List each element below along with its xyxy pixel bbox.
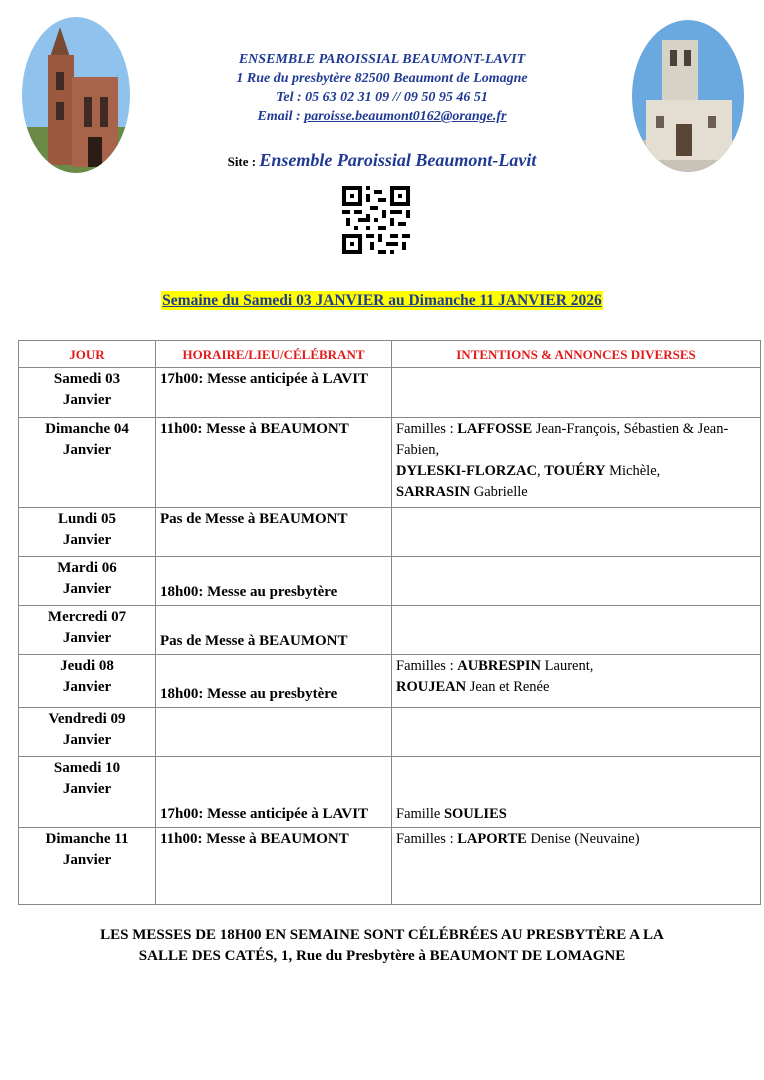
email-link[interactable]: paroisse.beaumont0162@orange.fr xyxy=(304,109,507,124)
site-label: Site xyxy=(227,154,249,169)
col-header-intentions: INTENTIONS & ANNONCES DIVERSES xyxy=(392,341,761,368)
day-cell xyxy=(19,557,156,606)
schedule-cell: 17h00: Messe anticipée à LAVIT xyxy=(156,368,392,418)
month-label: Janvier xyxy=(62,581,112,597)
week-title xyxy=(0,292,764,310)
day-cell xyxy=(19,708,156,757)
day-label: Samedi 03 xyxy=(53,371,121,387)
table-row xyxy=(19,708,761,757)
month-label: Janvier xyxy=(62,630,112,646)
email-label: Email : xyxy=(257,109,305,124)
intention-prefix: Familles : xyxy=(396,831,458,847)
table-row xyxy=(19,418,761,508)
parish-email-line xyxy=(150,107,614,126)
day-label: Dimanche 04 xyxy=(45,421,129,437)
site-line xyxy=(150,150,614,171)
schedule-cell: 11h00: Messe à BEAUMONT xyxy=(156,828,392,905)
month-label: Janvier xyxy=(62,781,112,797)
qr-code xyxy=(342,186,410,254)
schedule-cell: 17h00: Messe anticipée à LAVIT xyxy=(156,757,392,828)
schedule-cell: 18h00: Messe au presbytère xyxy=(156,557,392,606)
week-title-text: Semaine du Samedi 03 JANVIER au Dimanche 11 JANVIER 2026 xyxy=(162,292,602,309)
family-name: DYLESKI-FLORZAC xyxy=(396,463,537,479)
intention-text: Gabrielle xyxy=(470,484,528,500)
day-label: Mercredi 07 xyxy=(47,609,127,625)
intention-prefix: Famille xyxy=(396,806,444,822)
day-label: Dimanche 11 xyxy=(45,831,129,847)
month-label: Janvier xyxy=(62,679,112,695)
intention-text: Michèle, xyxy=(605,463,661,479)
col-header-day: JOUR xyxy=(19,341,156,368)
site-name[interactable]: Ensemble Paroissial Beaumont-Lavit xyxy=(259,150,537,170)
month-label: Janvier xyxy=(62,852,112,868)
schedule-cell: Pas de Messe à BEAUMONT xyxy=(156,508,392,557)
col-header-schedule: HORAIRE/LIEU/CÉLÉBRANT xyxy=(156,341,392,368)
table-row xyxy=(19,757,761,828)
footer-line-1: LES MESSES DE 18H00 EN SEMAINE SONT CÉLÉBRÉES AU PRESBYTÈRE A LA xyxy=(100,927,664,943)
day-cell xyxy=(19,606,156,655)
family-name: SOULIES xyxy=(443,806,507,822)
table-row xyxy=(19,655,761,708)
intention-cell xyxy=(392,828,761,905)
church-photo-right xyxy=(632,20,744,172)
day-cell xyxy=(19,508,156,557)
day-cell xyxy=(19,757,156,828)
day-label: Mardi 06 xyxy=(57,560,117,576)
table-row xyxy=(19,508,761,557)
schedule-table xyxy=(18,340,761,905)
table-row xyxy=(19,828,761,905)
schedule-cell xyxy=(156,708,392,757)
intention-text: Laurent, xyxy=(541,658,594,674)
family-name: AUBRESPIN xyxy=(457,658,542,674)
day-cell xyxy=(19,368,156,418)
site-colon: : xyxy=(248,154,260,169)
schedule-cell: Pas de Messe à BEAUMONT xyxy=(156,606,392,655)
church-photo-left xyxy=(22,17,130,173)
month-label: Janvier xyxy=(62,392,112,408)
day-label: Jeudi 08 xyxy=(60,658,114,674)
footer-line-2: SALLE DES CATÉS, 1, Rue du Presbytère à BEAUMONT DE LOMAGNE xyxy=(138,948,626,964)
intention-cell xyxy=(392,418,761,508)
intention-cell xyxy=(392,655,761,708)
day-cell xyxy=(19,418,156,508)
schedule-cell: 18h00: Messe au presbytère xyxy=(156,655,392,708)
table-row xyxy=(19,606,761,655)
family-name: LAPORTE xyxy=(457,831,527,847)
family-name: SARRASIN xyxy=(396,484,471,500)
footer-note xyxy=(20,925,744,967)
month-label: Janvier xyxy=(62,442,112,458)
intention-prefix: Familles : xyxy=(396,658,458,674)
intention-text: Jean et Renée xyxy=(466,679,550,695)
parish-name: ENSEMBLE PAROISSIAL BEAUMONT-LAVIT xyxy=(238,52,526,67)
day-cell xyxy=(19,655,156,708)
intention-cell xyxy=(392,508,761,557)
family-name: LAFFOSSE xyxy=(457,421,533,437)
parish-address: 1 Rue du presbytère 82500 Beaumont de Lomagne xyxy=(236,71,528,86)
intention-cell xyxy=(392,757,761,828)
day-cell xyxy=(19,828,156,905)
schedule-cell: 11h00: Messe à BEAUMONT xyxy=(156,418,392,508)
table-row xyxy=(19,557,761,606)
family-name: TOUÉRY xyxy=(544,463,606,479)
day-label: Samedi 10 xyxy=(53,760,121,776)
intention-cell xyxy=(392,557,761,606)
table-header-row xyxy=(19,341,761,368)
parish-phone: Tel : 05 63 02 31 09 // 09 50 95 46 51 xyxy=(276,90,488,105)
intention-text: Denise (Neuvaine) xyxy=(526,831,640,847)
intention-cell xyxy=(392,368,761,418)
parish-header xyxy=(150,50,614,126)
intention-cell xyxy=(392,708,761,757)
intention-cell xyxy=(392,606,761,655)
family-name: ROUJEAN xyxy=(396,679,467,695)
month-label: Janvier xyxy=(62,732,112,748)
intention-prefix: Familles : xyxy=(396,421,458,437)
day-label: Vendredi 09 xyxy=(48,711,126,727)
table-row xyxy=(19,368,761,418)
day-label: Lundi 05 xyxy=(58,511,116,527)
intention-text: Jean-François, Sébastien & Jean-Fabien, xyxy=(396,421,729,458)
intention-text: , xyxy=(537,463,545,479)
month-label: Janvier xyxy=(62,532,112,548)
